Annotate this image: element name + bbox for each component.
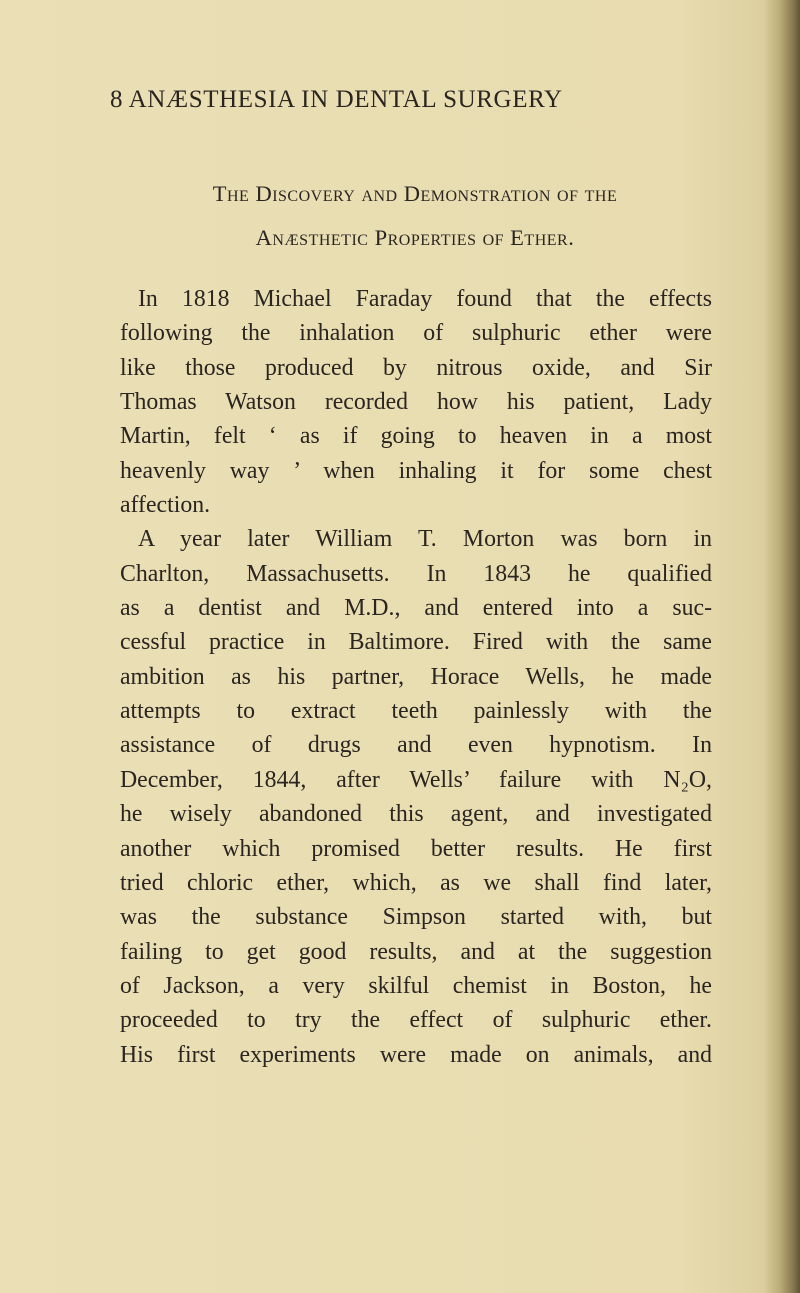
text-line: was the substance Simpson started with, but xyxy=(120,904,712,931)
page-number: 8 xyxy=(110,86,124,113)
text-line: Martin, felt ‘ as if going to heaven in a most xyxy=(120,423,712,450)
text-line: another which promised better results. He first xyxy=(120,835,712,862)
text-line: In 1818 Michael Faraday found that the effects xyxy=(138,286,712,312)
text-line: proceeded to try the effect of sulphuric ether. xyxy=(120,1007,712,1034)
running-title: ANÆSTHESIA IN DENTAL SURGERY xyxy=(128,86,563,113)
section-heading xyxy=(120,172,710,260)
text-line: His first experiments were made on animals, and xyxy=(120,1041,712,1068)
text-line: A year later William T. Morton was born in xyxy=(138,526,712,553)
text-line: December, 1844, after Wells’ failure with N₂O, xyxy=(120,766,712,793)
page-binding-shadow xyxy=(764,0,800,1293)
text-line: Thomas Watson recorded how his patient, Lady xyxy=(120,389,712,416)
text-line: affection. xyxy=(120,492,211,519)
text-line: attempts to extract teeth painlessly with the xyxy=(120,698,712,725)
body-text xyxy=(120,282,712,1072)
text-line: cessful practice in Baltimore. Fired with the same xyxy=(120,629,712,656)
text-line: of Jackson, a very skilful chemist in Boston, he xyxy=(120,972,712,999)
text-line: Charlton, Massachusetts. In 1843 he qualified xyxy=(120,560,712,587)
text-line: following the inhalation of sulphuric ether were xyxy=(120,320,712,347)
text-line: ambition as his partner, Horace Wells, he made xyxy=(120,663,712,690)
text-line: tried chloric ether, which, as we shall find later, xyxy=(120,869,712,896)
text-line: heavenly way ’ when inhaling it for some chest xyxy=(120,457,712,484)
text-line: like those produced by nitrous oxide, and Sir xyxy=(120,354,712,381)
section-heading-line-1: The Discovery and Demonstration of the xyxy=(212,181,618,206)
section-heading-line-2: Anæsthetic Properties of Ether. xyxy=(255,225,575,250)
text-line: as a dentist and M.D., and entered into a suc- xyxy=(120,595,712,622)
text-line: failing to get good results, and at the suggestion xyxy=(120,938,712,965)
text-line: assistance of drugs and even hypnotism. In xyxy=(120,732,712,759)
running-header xyxy=(110,86,563,114)
text-line: he wisely abandoned this agent, and investigated xyxy=(120,801,712,828)
